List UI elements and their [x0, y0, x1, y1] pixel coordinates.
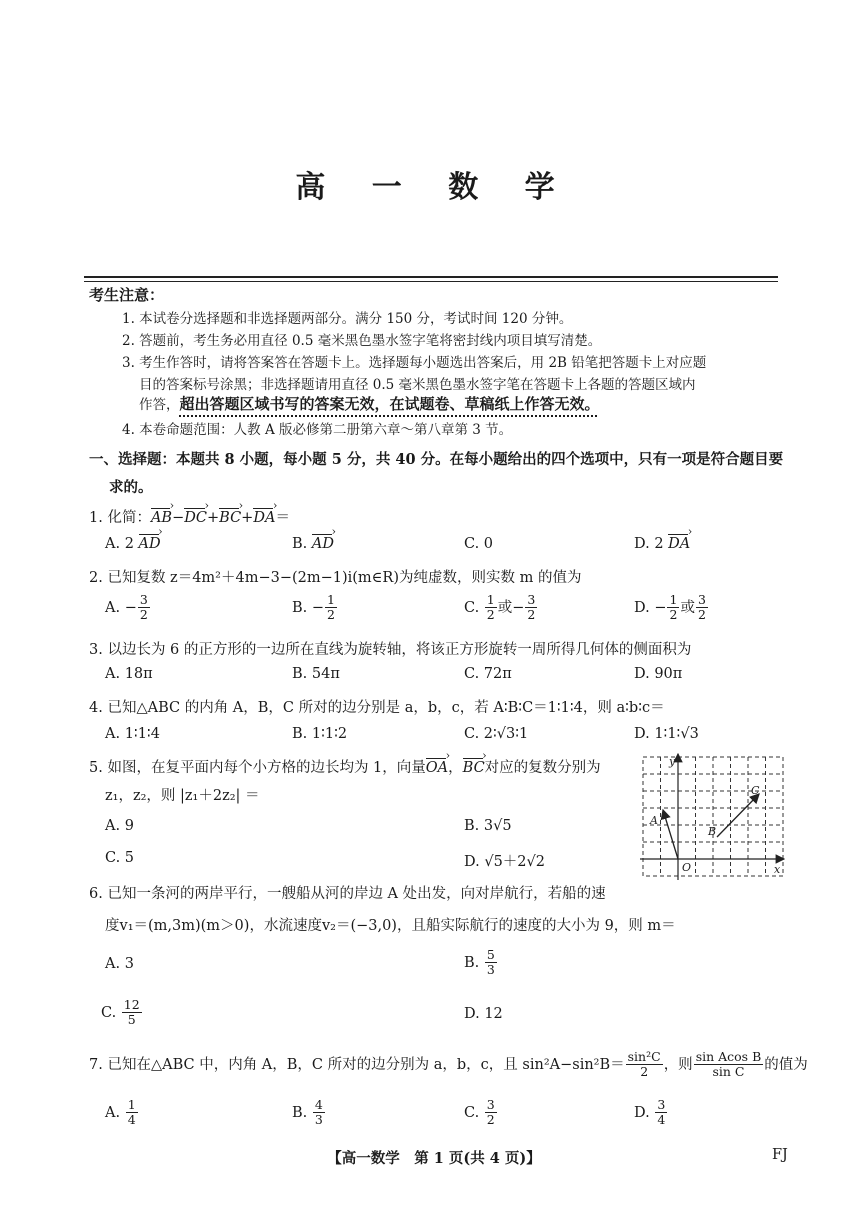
- denominator: 2: [697, 607, 706, 623]
- q3-option-b: B. 54π: [292, 666, 340, 682]
- q7-option-b: [292, 1098, 326, 1128]
- point-c-label: C: [751, 784, 760, 797]
- q2-option-d: [634, 593, 709, 623]
- numerator: 1: [127, 1097, 136, 1112]
- q6-option-d: D. 12: [464, 1006, 503, 1022]
- q5-option-d: D. √5＋2√2: [464, 854, 545, 870]
- numerator: 1: [327, 592, 335, 607]
- page-footer: 【高一数学 第 1 页(共 4 页)】: [327, 1150, 541, 1167]
- fraction: [122, 998, 142, 1028]
- denominator: 2: [640, 1064, 649, 1080]
- denominator: 3: [314, 1112, 323, 1128]
- q3-option-a: A. 18π: [105, 666, 153, 682]
- option-label: C.: [464, 599, 484, 616]
- vector-oa: [663, 810, 678, 859]
- denominator: 2: [527, 607, 536, 623]
- denominator: 2: [486, 1112, 495, 1128]
- q5-text: 5. 如图，在复平面内每个小方格的边长均为 1，向量: [89, 760, 426, 776]
- comma: ，: [448, 760, 463, 776]
- notice-item-4: 4. 本卷命题范围：人教 A 版必修第二册第六章～第八章第 3 节。: [122, 422, 513, 438]
- fraction: [126, 1098, 138, 1128]
- q1-option-a: [105, 536, 161, 552]
- or-text: 或: [680, 599, 695, 616]
- point-a-label: A: [650, 814, 658, 827]
- notice-item-1: 1. 本试卷分选择题和非选择题两部分。满分 150 分，考试时间 120 分钟。: [122, 311, 573, 327]
- fraction: [626, 1050, 663, 1080]
- y-label: y: [669, 755, 676, 768]
- q7-option-c: [464, 1098, 498, 1128]
- header-rule-thin: [84, 281, 778, 282]
- fraction: [485, 948, 497, 978]
- grid: [643, 757, 783, 876]
- x-label: x: [774, 863, 781, 876]
- vec-dc: DC ›: [184, 510, 207, 526]
- q7-text: 的值为: [764, 1056, 808, 1073]
- denominator: 2: [669, 607, 678, 623]
- q7-text: 7. 已知在△ABC 中，内角 A，B，C 所对的边分别为 a，b，c，且 sin²A−sin²B＝: [89, 1056, 625, 1073]
- q3-option-d: D. 90π: [634, 666, 683, 682]
- op: +: [206, 510, 220, 526]
- question-5-stem-cont: z₁，z₂，则 |z₁＋2z₂| ＝: [105, 788, 260, 804]
- question-1-stem: [89, 506, 290, 527]
- vec-ab: AB ›: [151, 510, 172, 526]
- fraction: [655, 1098, 667, 1128]
- q5-option-c: C. 5: [105, 850, 135, 866]
- q5-option-b: B. 3√5: [464, 818, 512, 834]
- question-6-stem: 6. 已知一条河的两岸平行，一艘船从河的岸边 A 处出发，向对岸航行，若船的速: [89, 886, 606, 902]
- numerator: 3: [657, 1097, 666, 1112]
- q7-text: ，则: [663, 1056, 693, 1073]
- fraction: [485, 1098, 497, 1128]
- notice-item-3-end: [139, 393, 600, 414]
- option-label: A.: [105, 1104, 125, 1121]
- question-3-stem: 3. 以边长为 6 的正方形的一边所在直线为旋转轴，将该正方形旋转一周所得几何体的侧面积为: [89, 642, 692, 658]
- denominator: 4: [127, 1112, 136, 1128]
- fraction: [138, 593, 150, 623]
- notice-item-3: 3. 考生作答时，请将答案答在答题卡上。选择题每小题选出答案后，用 2B 铅笔把答题卡上对应题: [122, 355, 707, 371]
- q4-option-c: C. 2∶√3∶1: [464, 726, 529, 742]
- notice-emphasis: 超出答题区域书写的答案无效，在试题卷、草稿纸上作答无效。: [179, 395, 600, 413]
- vec-ad: AD ›: [312, 536, 334, 552]
- denominator: 5: [127, 1012, 136, 1028]
- q1-prefix: 1. 化简：: [89, 510, 151, 526]
- notice-item-3-cont: 目的答案标号涂黑；非选择题请用直径 0.5 毫米黑色墨水签字笔在答题卡上各题的答题区域内: [139, 377, 696, 393]
- option-label: C.: [101, 1004, 121, 1021]
- vec-ad: AD ›: [139, 536, 161, 552]
- numerator: sin Acos B: [695, 1049, 762, 1064]
- numerator: 3: [486, 1097, 495, 1112]
- numerator: 5: [486, 947, 495, 962]
- q6-option-a: A. 3: [105, 956, 134, 972]
- option-label: A. −: [105, 599, 137, 616]
- notice-item-2: 2. 答题前，考生务必用直径 0.5 毫米黑色墨水签字笔将密封线内项目填写清楚。: [122, 333, 602, 349]
- q4-option-a: A. 1∶1∶4: [105, 726, 160, 742]
- q2-option-c: C. $\frac{1}{2}$ 或− $\frac{3}{2}$: [464, 592, 536, 623]
- option-label: B.: [464, 954, 484, 971]
- notice-item-3-prefix: 作答，: [139, 397, 180, 413]
- denominator: 2: [486, 607, 495, 623]
- section-heading-cont: 求的。: [109, 479, 153, 496]
- q7-option-a: [105, 1098, 139, 1128]
- complex-plane-figure: [638, 752, 788, 882]
- vec-oa: OA ›: [426, 760, 448, 776]
- fraction: [696, 593, 708, 623]
- vec-da: DA ›: [253, 510, 275, 526]
- option-label: B.: [292, 536, 312, 552]
- numerator: sin²C: [627, 1049, 661, 1064]
- vector-bc: [717, 794, 759, 837]
- origin-label: O: [682, 861, 692, 874]
- question-2-stem: 2. 已知复数 z＝4m²＋4m−3−(2m−1)i(m∈R)为纯虚数，则实数 m 的值为: [89, 570, 582, 586]
- question-7-stem: [89, 1050, 808, 1080]
- q2-option-a: [105, 593, 151, 623]
- vec-da: DA ›: [668, 536, 690, 552]
- option-label: B.: [292, 1104, 312, 1121]
- numerator: 3: [139, 592, 148, 607]
- denominator: 2: [327, 607, 335, 623]
- q4-option-d: D. 1∶1∶√3: [634, 726, 699, 742]
- numerator: 3: [527, 592, 536, 607]
- notice-heading: 考生注意：: [89, 286, 165, 304]
- page-title: 高 一 数 学: [295, 170, 573, 205]
- header-rule: [84, 276, 778, 278]
- numerator: 1: [669, 592, 678, 607]
- footer-code: FJ: [772, 1147, 788, 1163]
- op: +: [241, 510, 254, 526]
- vec-bc: BC ›: [463, 760, 485, 776]
- op: −: [172, 510, 185, 526]
- fraction: [694, 1050, 764, 1080]
- option-label: D. 2: [634, 536, 669, 552]
- q4-option-b: B. 1∶1∶2: [292, 726, 348, 742]
- q3-option-c: C. 72π: [464, 666, 512, 682]
- fraction: [485, 593, 497, 623]
- option-label: C. 0: [464, 536, 494, 552]
- numerator: 1: [486, 592, 495, 607]
- fraction: [667, 593, 679, 623]
- q1-option-d: [634, 536, 690, 552]
- denominator: 4: [657, 1112, 666, 1128]
- denominator: 2: [139, 607, 148, 623]
- option-label: D. −: [634, 599, 667, 616]
- point-b-label: B: [708, 825, 717, 838]
- section-heading: 一、选择题：本题共 8 小题，每小题 5 分，共 40 分。在每小题给出的四个选项中，只有一项是符合题目要: [89, 451, 784, 468]
- q6-option-b: [464, 948, 498, 978]
- question-4-stem: 4. 已知△ABC 的内角 A，B，C 所对的边分别是 a，b，c，若 A∶B∶C＝1∶1∶4，则 a∶b∶c＝: [89, 700, 665, 716]
- denominator: sin C: [712, 1064, 745, 1080]
- option-label: C.: [464, 1104, 484, 1121]
- fraction: [525, 593, 537, 623]
- q1-option-b: [292, 536, 334, 552]
- vec-bc: BC ›: [219, 510, 241, 526]
- q5-text: 对应的复数分别为: [484, 760, 601, 776]
- q6-option-c: [101, 998, 143, 1028]
- option-label: A. 2: [105, 536, 139, 552]
- fraction: [325, 593, 337, 623]
- q2-option-b: [292, 593, 338, 623]
- q1-option-c: [464, 536, 493, 552]
- op: ＝: [275, 510, 290, 526]
- numerator: 12: [123, 997, 140, 1012]
- denominator: 3: [486, 962, 495, 978]
- numerator: 4: [314, 1097, 323, 1112]
- question-5-stem: [89, 756, 601, 777]
- option-label: B. −: [292, 599, 325, 616]
- fraction: [313, 1098, 325, 1128]
- question-6-stem-cont: 度v₁＝(m,3m)(m＞0)，水流速度v₂＝(−3,0)，且船实际航行的速度的大小为 9，则 m＝: [105, 918, 676, 934]
- numerator: 3: [697, 592, 706, 607]
- q5-option-a: A. 9: [105, 818, 134, 834]
- option-label: D.: [634, 1104, 655, 1121]
- q7-option-d: [634, 1098, 668, 1128]
- or-text: 或: [497, 599, 513, 616]
